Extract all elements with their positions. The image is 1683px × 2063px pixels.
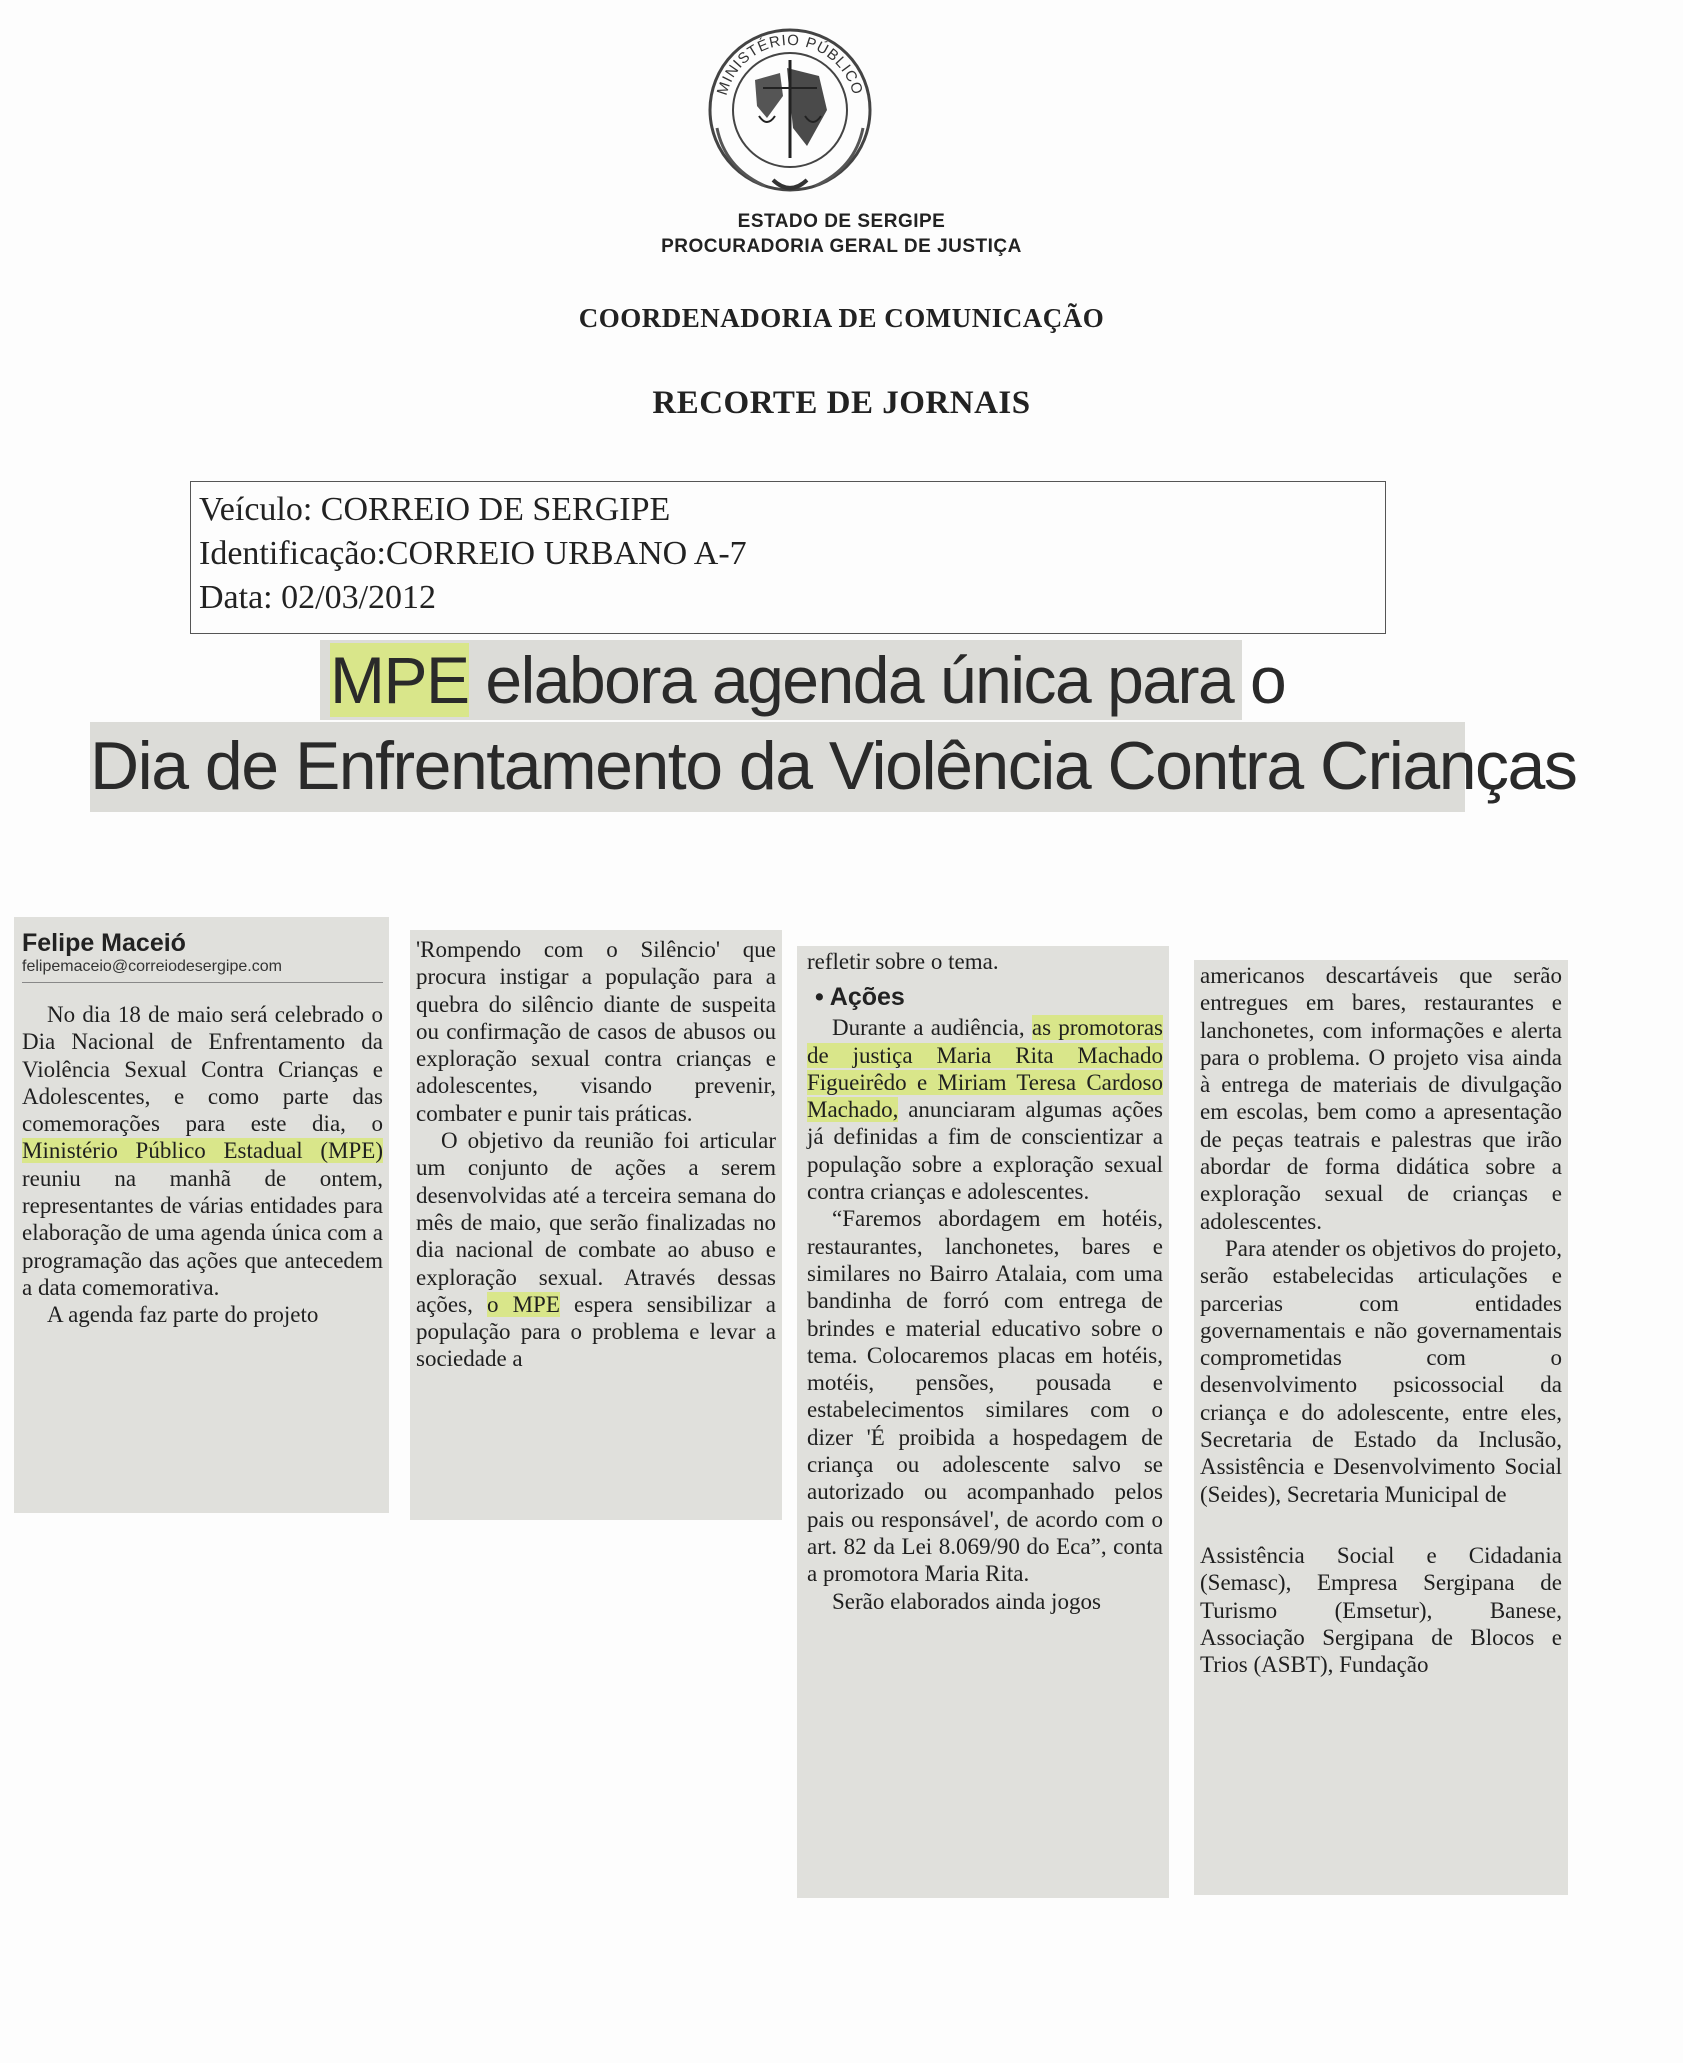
col4-paragraph-2: Para atender os objetivos do projeto, serão estabelecidas articulações e parcerias com entidades governamentais e não governamentais comprometidas com o desenvolvimento psicossocial da criança e do adolescente, entre eles, Secretaria de Estado da Inclusão, Assistência e Desenvolvimento Social (Seides), Secretaria Municipal de xyxy=(1200,1235,1562,1507)
col3-paragraph-0: refletir sobre o tema. xyxy=(807,949,999,974)
col1-paragraph-2: A agenda faz parte do projeto xyxy=(47,1302,319,1328)
col2-paragraph-1: 'Rompendo com o Silêncio' que procura instigar a população para a quebra do silêncio diante de suspeita ou confirmação de casos de abusos ou exploração sexual contra crianças e adolescentes, visando prevenir, combater e punir tais práticas. xyxy=(416,937,776,1126)
author-name: Felipe Maceió xyxy=(22,929,186,957)
col2-p2-highlight: o MPE xyxy=(486,1291,560,1317)
col3-p1-highlight: as promotoras de justiça Maria Rita Machado Figueirêdo e Miriam Teresa Cardoso Machado, xyxy=(807,1015,1164,1123)
col3-paragraph-2: “Faremos abordagem em hotéis, restaurantes, lanchonetes, bares e similares no Bairro Atalaia, com uma bandinha de forró com entrega de brindes e material educativo sobre o tema. Colocaremos placas em hotéis, motéis, pensões, pousada e estabelecimentos similares com o dizer 'É proibida a hospedagem de criança ou adolescente salvo se autorizado ou acompanhado pelos pais ou responsável', de acordo com o art. 82 da Lei 8.069/90 do Eca”, conta a promotora Maria Rita. xyxy=(807,1206,1163,1587)
col3-paragraph-1 xyxy=(807,1014,1163,1205)
info-identification: Identificação:CORREIO URBANO A-7 xyxy=(199,535,747,572)
header-state: ESTADO DE SERGIPE xyxy=(737,211,946,232)
col3-paragraph-3: Serão elaborados ainda jogos xyxy=(832,1588,1101,1614)
col3-p1-rest: anunciaram algumas ações já definidas a fim de conscientizar a população sobre a exploração sexual contra crianças e adolescentes. xyxy=(807,1097,1163,1205)
article-column-4 xyxy=(1194,960,1568,1895)
col4-paragraph-1: americanos descartáveis que serão entregues em bares, restaurantes e lanchonetes, com informações e alerta para o problema. O projeto visa ainda à entrega de materiais de divulgação em escolas, bem como a apresentação de peças teatrais e palestras que irão abordar de forma didática sobre a exploração sexual de crianças e adolescentes. xyxy=(1200,963,1562,1234)
seal-text: MINISTÉRIO PÚBLICO xyxy=(713,31,867,98)
header-section: RECORTE DE JORNAIS xyxy=(652,385,1031,421)
header-department: COORDENADORIA DE COMUNICAÇÃO xyxy=(578,303,1105,333)
headline-line-1 xyxy=(320,640,1286,720)
headline-text-1: elabora agenda única para o xyxy=(468,643,1286,717)
col1-p1-highlight: Ministério Público Estadual (MPE) xyxy=(22,1138,383,1164)
col2-p2-text: O objetivo da reunião foi articular um conjunto de ações a serem desenvolvidas até a terceira semana do mês de maio, que serão finalizadas no dia nacional de combate ao abuso e exploração sexual. Através dessas ações, xyxy=(416,1128,776,1317)
article-column-2 xyxy=(410,930,782,1520)
col1-paragraph-1 xyxy=(22,1001,383,1301)
headline-line-2: Dia de Enfrentamento da Violência Contra Crianças xyxy=(90,722,1465,812)
info-date: Data: 02/03/2012 xyxy=(199,579,437,616)
col1-p1-rest: reuniu na manhã de ontem, representantes de várias entidades para elaboração de uma agenda única com a programação das ações que antecedem a data comemorativa. xyxy=(22,1165,383,1300)
col3-p1-text: Durante a audiência, xyxy=(832,1015,1025,1041)
col2-p2-rest: espera sensibilizar a população para o problema e levar a sociedade a xyxy=(416,1291,776,1372)
info-vehicle: Veículo: CORREIO DE SERGIPE xyxy=(199,491,671,528)
col1-p1-text: No dia 18 de maio será celebrado o Dia Nacional de Enfrentamento da Violência Sexual Contra Crianças e Adolescentes, e como parte das comemorações para este dia, o xyxy=(22,1002,383,1137)
col4-paragraph-3: Assistência Social e Cidadania (Semasc), Empresa Sergipana de Turismo (Emsetur), Banese, Associação Sergipana de Blocos e Trios (ASBT), Fundação xyxy=(1200,1542,1562,1678)
header-agency: PROCURADORIA GERAL DE JUSTIÇA xyxy=(661,236,1022,257)
clipping-info-box xyxy=(190,481,1386,634)
col2-paragraph-2 xyxy=(416,1127,776,1373)
article-column-3 xyxy=(797,946,1169,1898)
ministerio-publico-seal-icon xyxy=(695,18,885,196)
article-column-1 xyxy=(14,917,389,1513)
headline-highlight: MPE xyxy=(330,643,469,717)
col3-subhead: • Ações xyxy=(815,983,905,1012)
author-email: felipemaceio@correiodesergipe.com xyxy=(22,958,282,975)
